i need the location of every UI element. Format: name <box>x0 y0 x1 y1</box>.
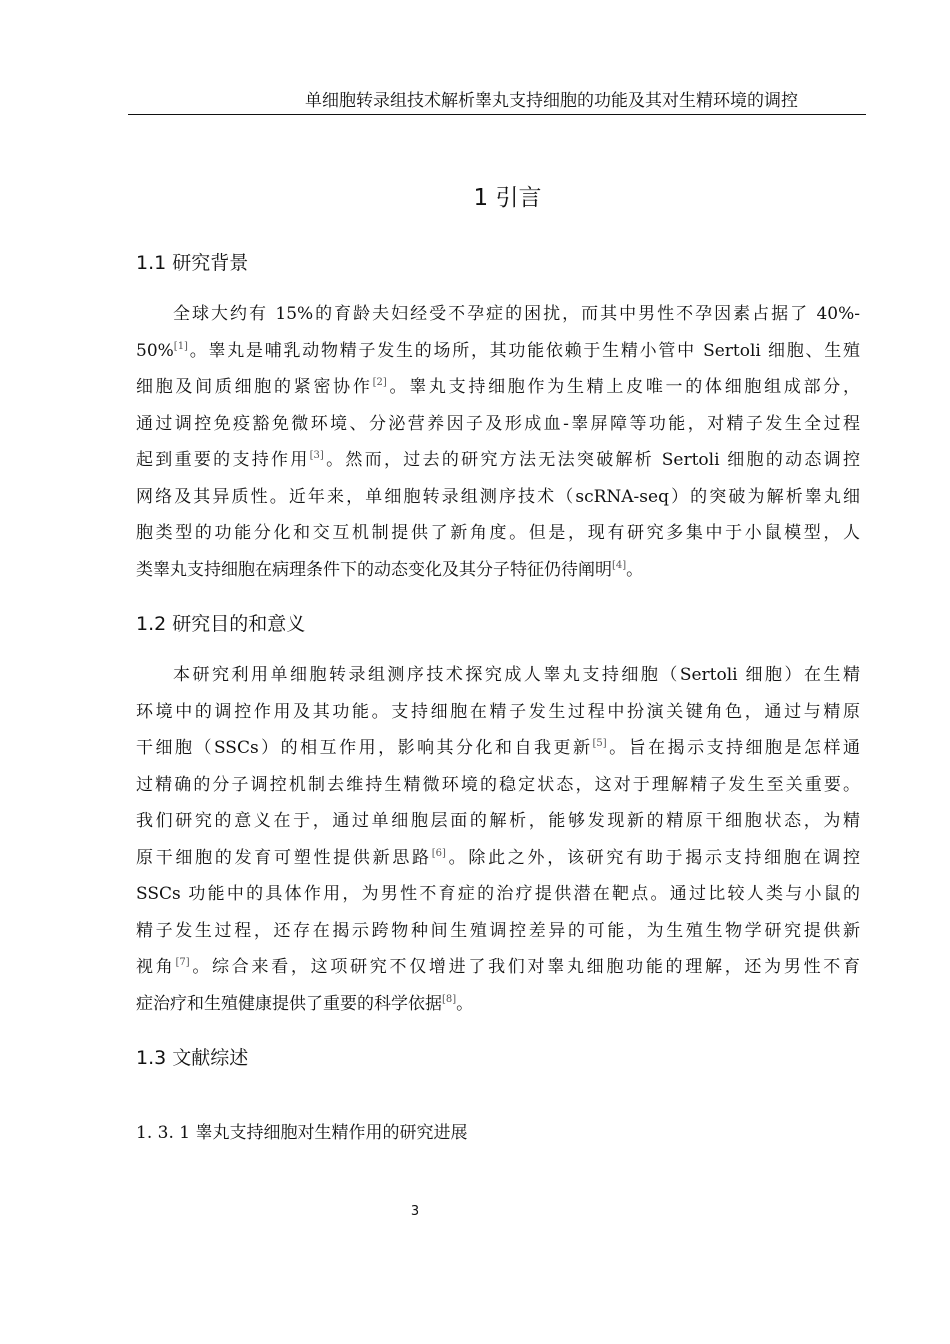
paragraph-line: 胞类型的功能分化和交互机制提供了新角度。但是，现有研究多集中于小鼠模型，人 <box>136 523 860 543</box>
chapter-title: 1 引言 <box>473 185 542 211</box>
subsection-title: 睾丸支持细胞对生精作用的研究进展 <box>195 1123 468 1143</box>
section-heading-literature-review: 1.3 文献综述 <box>136 1047 249 1069</box>
paragraph-line: 起到重要的支持作用[3]。然而，过去的研究方法无法突破解析 Sertoli 细胞的动态调控 <box>136 450 860 470</box>
paragraph-line: 原干细胞的发育可塑性提供新思路[6]。除此之外，该研究有助于揭示支持细胞在调控 <box>136 847 861 868</box>
paragraph-line: SSCs 功能中的具体作用，为男性不育症的治疗提供潜在靶点。通过比较人类与小鼠的 <box>136 884 860 904</box>
subsection-heading <box>136 1121 467 1145</box>
subsection-number: 1. 3. 1 <box>136 1123 191 1143</box>
header-rule <box>128 114 866 115</box>
citation-marker: [5] <box>592 738 607 749</box>
citation-marker: [4] <box>612 559 627 571</box>
citation-marker: [7] <box>175 957 190 968</box>
citation-marker: [3] <box>309 450 324 461</box>
running-header: 单细胞转录组技术解析睾丸支持细胞的功能及其对生精环境的调控 <box>305 91 798 111</box>
page-number: 3 <box>410 1204 420 1219</box>
citation-marker: [6] <box>431 847 446 859</box>
section-heading-purpose: 1.2 研究目的和意义 <box>136 613 306 635</box>
citation-marker: [8] <box>442 993 457 1005</box>
section-body-purpose <box>136 657 860 1022</box>
paragraph-line: 环境中的调控作用及其功能。支持细胞在精子发生过程中扮演关键角色，通过与精原 <box>136 701 860 722</box>
paragraph-line: 过精确的分子调控机制去维持生精微环境的稳定状态，这对于理解精子发生至关重要。 <box>136 774 860 795</box>
paragraph-line: 症治疗和生殖健康提供了重要的科学依据[8]。 <box>136 993 474 1014</box>
citation-marker: [1] <box>173 340 188 352</box>
paragraph-line: 通过调控免疫豁免微环境、分泌营养因子及形成血-睾屏障等功能，对精子发生全过程 <box>136 413 860 434</box>
paragraph-line: 我们研究的意义在于，通过单细胞层面的解析，能够发现新的精原干细胞状态，为精 <box>136 811 860 831</box>
paragraph-line: 细胞及间质细胞的紧密协作[2]。睾丸支持细胞作为生精上皮唯一的体细胞组成部分， <box>136 377 860 397</box>
paragraph-line: 干细胞（SSCs）的相互作用，影响其分化和自我更新[5]。旨在揭示支持细胞是怎样通 <box>136 738 860 758</box>
paragraph-line: 全球大约有 15%的育龄夫妇经受不孕症的困扰，而其中男性不孕因素占据了 40%- <box>173 304 860 324</box>
section-body-background <box>136 296 860 588</box>
citation-marker: [2] <box>372 377 387 388</box>
section-heading-background: 1.1 研究背景 <box>136 252 249 274</box>
paragraph-line: 网络及其异质性。近年来，单细胞转录组测序技术（scRNA-seq）的突破为解析睾丸细 <box>136 486 860 507</box>
paragraph-line: 类睾丸支持细胞在病理条件下的动态变化及其分子特征仍待阐明[4]。 <box>136 559 644 580</box>
paragraph-line: 本研究利用单细胞转录组测序技术探究成人睾丸支持细胞（Sertoli 细胞）在生精 <box>173 665 860 685</box>
paragraph-line: 精子发生过程，还存在揭示跨物种间生殖调控差异的可能，为生殖生物学研究提供新 <box>136 920 860 941</box>
paragraph-line: 50%[1]。睾丸是哺乳动物精子发生的场所，其功能依赖于生精小管中 Sertoli 细胞、生殖 <box>136 340 860 361</box>
paragraph-line: 视角[7]。综合来看，这项研究不仅增进了我们对睾丸细胞功能的理解，还为男性不育 <box>136 957 861 977</box>
